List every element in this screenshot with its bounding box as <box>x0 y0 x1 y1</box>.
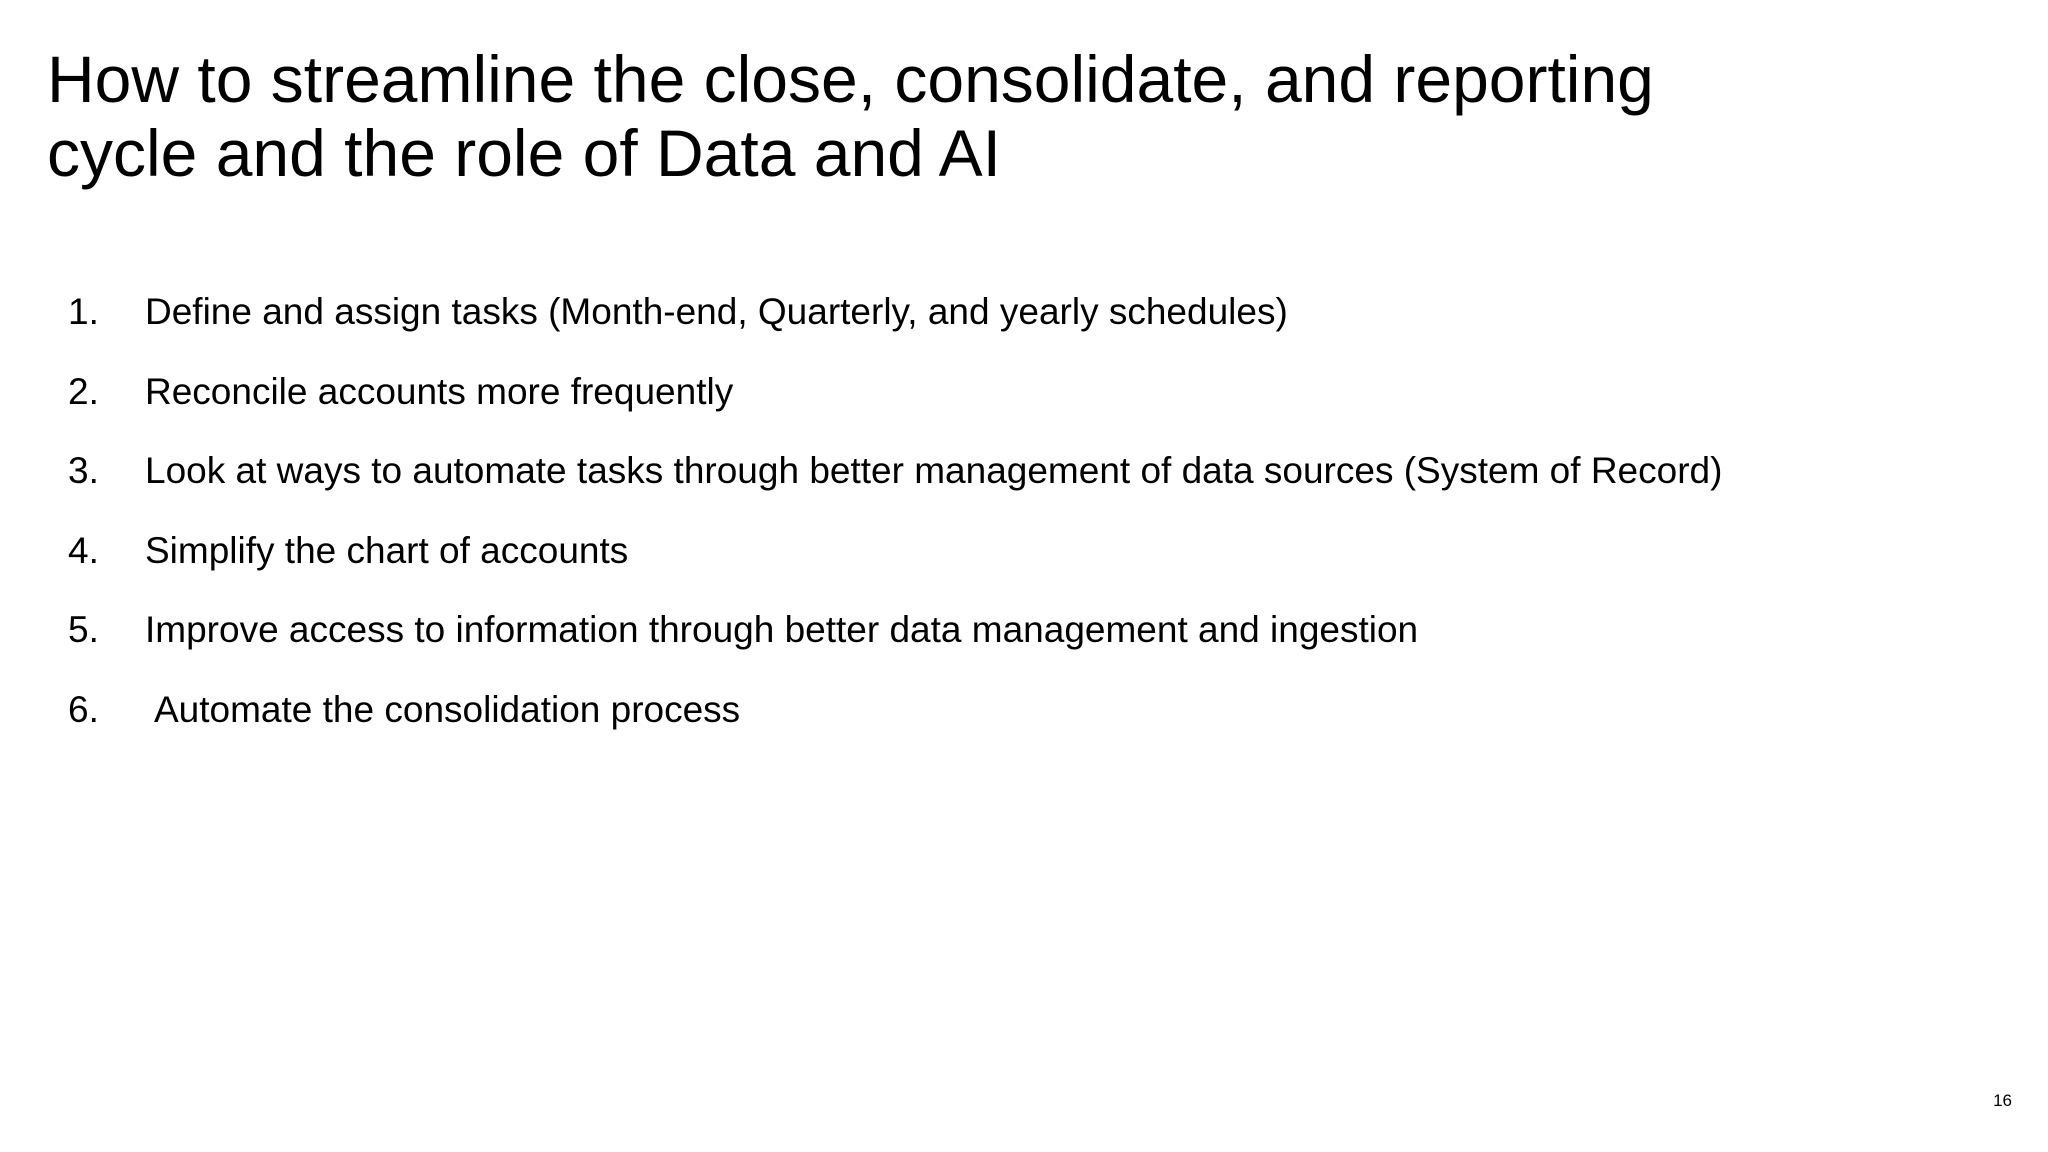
list-item-text: Automate the consolidation process <box>154 688 741 730</box>
list-item-number: 5. <box>68 609 99 650</box>
list-item-text: Define and assign tasks (Month-end, Quarterly, and yearly schedules) <box>145 291 1288 332</box>
slide-title <box>47 42 1847 190</box>
page-number: 16 <box>1993 1091 2012 1110</box>
list-item-number: 3. <box>68 450 99 491</box>
slide-title-line-1: How to streamline the close, consolidate, and reporting <box>47 42 1654 116</box>
list-item-text: Look at ways to automate tasks through better management of data sources (System of Record) <box>145 450 1723 491</box>
slide-title-line-2: cycle and the role of Data and AI <box>47 116 1001 190</box>
list-item-number: 1. <box>68 291 99 332</box>
list-item-text: Improve access to information through better data management and ingestion <box>145 609 1419 650</box>
list-item-number: 2. <box>68 370 99 412</box>
list-item-number: 4. <box>68 529 99 571</box>
list-item-text: Reconcile accounts more frequently <box>145 370 734 412</box>
list-item-text: Simplify the chart of accounts <box>145 529 629 571</box>
list-item-number: 6. <box>68 688 99 730</box>
